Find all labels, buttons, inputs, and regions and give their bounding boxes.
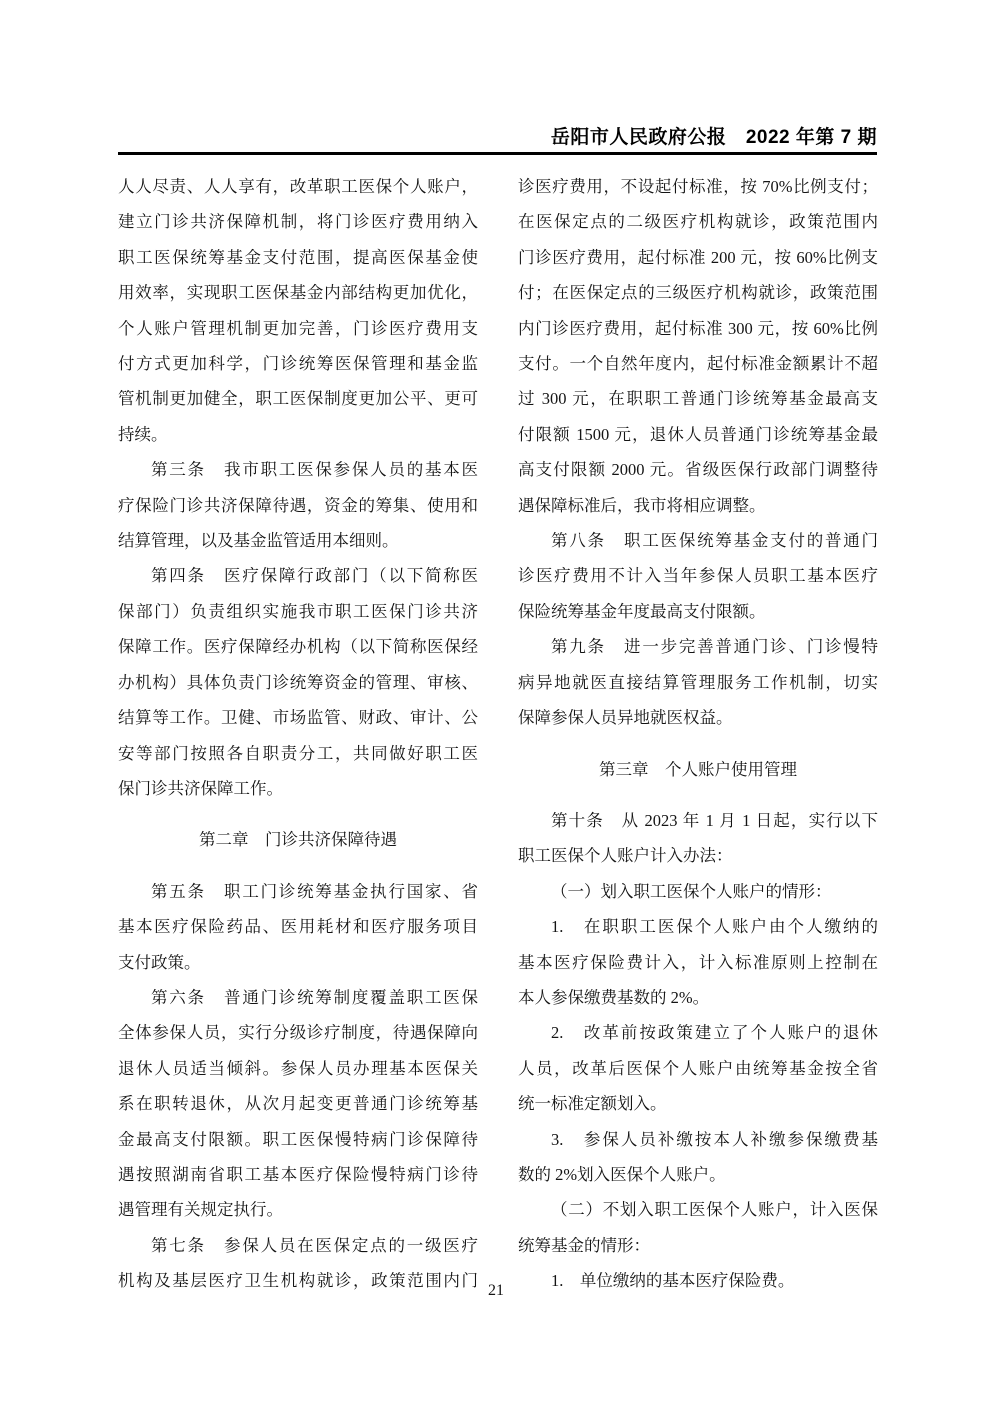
text-line: 基本医疗保险药品、医用耗材和医疗服务项目 <box>118 917 478 937</box>
text-line: 内门诊医疗费用，起付标准 300 元，按 60%比例 <box>518 318 878 338</box>
text-line: 管机制更加健全，职工医保制度更加公平、更可 <box>118 389 478 409</box>
chapter-heading: 第二章 门诊共济保障待遇 <box>199 830 397 850</box>
text-line: 病异地就医直接结算管理服务工作机制，切实 <box>518 672 878 692</box>
text-line: 人人尽责、人人享有，改革职工医保个人账户， <box>118 177 478 196</box>
paragraph <box>118 980 478 1228</box>
gazette-header-title: 岳阳市人民政府公报 2022 年第 7 期 <box>550 127 877 148</box>
text-line: 诊医疗费用不计入当年参保人员职工基本医疗 <box>518 566 878 586</box>
text-line: 数的 2%划入医保个人账户。 <box>518 1164 726 1184</box>
text-line: 保障参保人员异地就医权益。 <box>518 708 733 728</box>
text-line: 第九条 进一步完善普通门诊、门诊慢特 <box>551 637 878 657</box>
text-line: 付限额 1500 元，退休人员普通门诊统筹基金最 <box>518 424 878 444</box>
text-line: 3. 参保人员补缴按本人补缴参保缴费基 <box>551 1129 878 1149</box>
text-line: 用效率，实现职工医保基金内部结构更加优化， <box>118 283 478 303</box>
page-number: 21 <box>488 1282 504 1299</box>
text-line: 系在职转退休，从次月起变更普通门诊统筹基 <box>118 1094 478 1114</box>
paragraph <box>118 452 478 558</box>
text-line: 2. 改革前按政策建立了个人账户的退休 <box>551 1023 878 1043</box>
right-column <box>518 169 878 1299</box>
paragraph <box>118 169 478 452</box>
text-line: 金最高支付限额。职工医保慢特病门诊保障待 <box>118 1129 478 1149</box>
text-line: 职工医保统筹基金支付范围，提高医保基金使 <box>118 247 478 267</box>
text-line: 高支付限额 2000 元。省级医保行政部门调整待 <box>518 460 878 480</box>
text-line: 遇保障标准后，我市将相应调整。 <box>518 495 766 515</box>
text-line: 1. 单位缴纳的基本医疗保险费。 <box>551 1271 795 1291</box>
paragraph <box>118 558 478 806</box>
text-line: 持续。 <box>118 424 168 444</box>
left-column <box>118 169 478 1299</box>
text-line: （一）划入职工医保个人账户的情形： <box>551 881 832 901</box>
paragraph <box>518 1192 878 1263</box>
text-line: 疗保险门诊共济保障待遇，资金的筹集、使用和 <box>118 495 478 515</box>
text-line: 保部门）负责组织实施我市职工医保门诊共济 <box>118 601 478 621</box>
text-line: 个人账户管理机制更加完善，门诊医疗费用支 <box>118 318 478 338</box>
paragraph <box>518 909 878 1015</box>
paragraph <box>518 874 878 909</box>
paragraph <box>518 1122 878 1193</box>
text-line: 办机构）具体负责门诊统筹资金的管理、审核、 <box>118 672 478 692</box>
text-line: 第五条 职工门诊统筹基金执行国家、省 <box>151 881 478 901</box>
text-line: 过 300 元，在职职工普通门诊统筹基金最高支 <box>518 389 878 409</box>
text-line: 诊医疗费用，不设起付标准，按 70%比例支付； <box>518 177 878 196</box>
text-line: 退休人员适当倾斜。参保人员办理基本医保关 <box>118 1058 478 1078</box>
text-line: 付；在医保定点的三级医疗机构就诊，政策范围 <box>518 283 878 303</box>
paragraph <box>518 803 878 874</box>
text-line: 人员，改革后医保个人账户由统筹基金按全省 <box>518 1058 878 1078</box>
text-line: 遇按照湖南省职工基本医疗保险慢特病门诊待 <box>118 1164 478 1184</box>
chapter-heading: 第三章 个人账户使用管理 <box>599 759 797 779</box>
text-line: 保险统筹基金年度最高支付限额。 <box>518 601 766 621</box>
text-line: 全体参保人员，实行分级诊疗制度，待遇保障向 <box>118 1023 478 1043</box>
paragraph <box>518 169 878 523</box>
paragraph <box>518 523 878 629</box>
text-line: 建立门诊共济保障机制，将门诊医疗费用纳入 <box>118 212 478 232</box>
text-line: 统筹基金的情形： <box>518 1235 650 1255</box>
text-line: 机构及基层医疗卫生机构就诊，政策范围内门 <box>118 1271 478 1291</box>
paragraph <box>518 1015 878 1121</box>
paragraph <box>118 874 478 980</box>
text-line: 结算管理，以及基金监管适用本细则。 <box>118 531 399 551</box>
header-rule <box>118 152 877 155</box>
text-line: 统一标准定额划入。 <box>518 1094 667 1114</box>
text-line: 基本医疗保险费计入，计入标准原则上控制在 <box>518 952 878 972</box>
text-line: 结算等工作。卫健、市场监管、财政、审计、公 <box>118 708 478 728</box>
text-line: 本人参保缴费基数的 2%。 <box>518 987 710 1007</box>
text-line: 在医保定点的二级医疗机构就诊，政策范围内 <box>518 212 878 232</box>
text-line: 保障工作。医疗保障经办机构（以下简称医保经 <box>118 637 478 657</box>
text-line: 付方式更加科学，门诊统筹医保管理和基金监 <box>118 354 478 374</box>
text-line: 职工医保个人账户计入办法： <box>518 846 733 866</box>
text-line: 第八条 职工医保统筹基金支付的普通门 <box>551 531 878 551</box>
text-line: 支付。一个自然年度内，起付标准金额累计不超 <box>518 354 878 374</box>
text-line: 遇管理有关规定执行。 <box>118 1200 283 1220</box>
text-line: 第六条 普通门诊统筹制度覆盖职工医保 <box>151 987 478 1007</box>
text-line: 第十条 从 2023 年 1 月 1 日起，实行以下 <box>551 810 878 830</box>
text-line: 第七条 参保人员在医保定点的一级医疗 <box>151 1235 478 1255</box>
text-line: 支付政策。 <box>118 952 201 972</box>
text-line: 安等部门按照各自职责分工，共同做好职工医 <box>118 743 478 763</box>
paragraph <box>518 629 878 735</box>
text-line: 第三条 我市职工医保参保人员的基本医 <box>151 460 478 480</box>
text-line: 1. 在职职工医保个人账户由个人缴纳的 <box>551 917 878 937</box>
text-line: 保门诊共济保障工作。 <box>118 778 283 798</box>
text-line: 门诊医疗费用，起付标准 200 元，按 60%比例支 <box>518 247 878 267</box>
text-line: （二）不划入职工医保个人账户，计入医保 <box>551 1200 878 1220</box>
text-line: 第四条 医疗保障行政部门（以下简称医 <box>151 566 478 586</box>
